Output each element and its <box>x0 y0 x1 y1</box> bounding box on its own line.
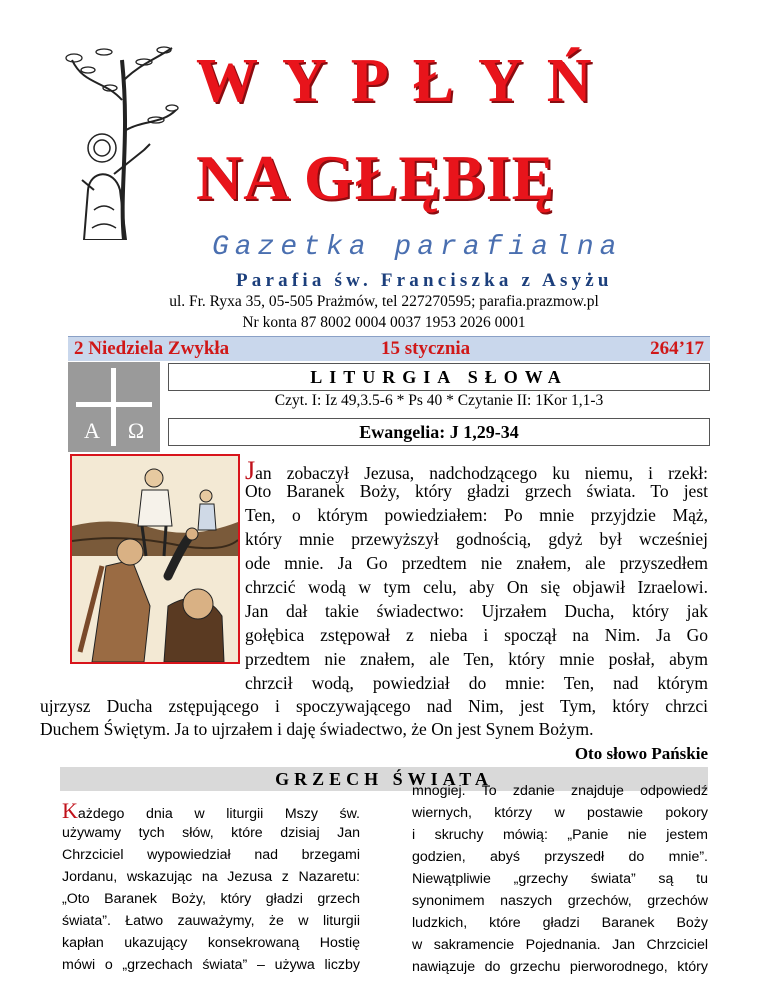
gospel-line-8: gołębica zstępował z nieba i spoczął na Nim. Ja Go <box>245 625 708 645</box>
issue-number: 264’17 <box>650 338 704 359</box>
st-francis-logo-illustration <box>44 40 184 240</box>
gospel-line-11: ujrzysz Ducha zstępującego i spoczywającego nad Nim, jest Tym, który chrzci <box>40 696 708 716</box>
bank-account: Nr konta 87 8002 0004 0037 1953 2026 0001 <box>242 314 526 331</box>
article-drop-cap: K <box>62 798 78 823</box>
parish-address: ul. Fr. Ryxa 35, 05-505 Prażmów, tel 227270595; parafia.prazmow.pl <box>169 293 599 310</box>
article-col2-line-1: mnogiej. To zdanie znajduje odpowiedź <box>412 783 708 799</box>
article-col1-line-6: świata”. Łatwo zauważymy, że w liturgii <box>62 913 360 929</box>
gospel-line-7: Jan dał takie świadectwo: Ujrzałem Ducha, który jak <box>245 601 708 621</box>
svg-text:Ω: Ω <box>127 418 145 443</box>
article-col1-line-5: „Oto Baranek Boży, który gładzi grzech <box>62 891 360 907</box>
article-col2-line-8: w sakramencie Pojednania. Jan Chrzciciel <box>412 937 708 953</box>
sunday-label: 2 Niedziela Zwykła <box>74 338 230 359</box>
liturgy-heading-box <box>168 363 710 391</box>
gospel-line-3: Ten, o którym powiedziałem: Po mnie przyjdzie Mąż, <box>245 505 708 525</box>
article-col1-line-7: kapłan ukazujący konsekrowaną Hostię <box>62 935 360 951</box>
readings-list: Czyt. I: Iz 49,3.5-6 * Ps 40 * Czytanie II: 1Kor 1,1-3 <box>274 392 604 409</box>
article-col2-line-9: nawiązuje do grzechu pierworodnego, który <box>412 959 708 975</box>
masthead-subtitle: Gazetka parafialna <box>212 232 623 263</box>
article-col1-line-2: używamy tych słów, które dzisiaj Jan <box>62 825 360 841</box>
issue-info-bar <box>68 336 710 361</box>
article-heading: GRZECH ŚWIATA <box>275 769 493 789</box>
article-col1-line-8: mówi o „grzechach świata” – używa liczby <box>62 957 360 973</box>
cross-alpha-omega-icon <box>68 362 160 452</box>
svg-text:A: A <box>84 418 100 443</box>
article-col2-line-7: ludzkich, które gładzi Baranek Boży <box>412 915 708 931</box>
gospel-illustration <box>70 454 240 664</box>
issue-date: 15 stycznia <box>381 338 471 359</box>
gospel-line-10: chrzcił wodą, powiedział do mnie: Ten, nad którym <box>245 673 708 693</box>
gospel-line-1: Jan zobaczył Jezusa, nadchodzącego ku niemu, i rzekł: <box>245 456 708 485</box>
masthead-title-line2: NA GŁĘBIĘ <box>196 142 556 213</box>
gospel-line-4: który mnie przewyższył godnością, gdyż był wcześniej <box>245 529 708 549</box>
parish-name: Parafia św. Franciszka z Asyżu <box>236 270 613 291</box>
gospel-heading-box <box>168 418 710 446</box>
gospel-line-9: przedtem nie znałem, ale Ten, który mnie posłał, abym <box>245 649 708 669</box>
gospel-line-5: ode mnie. Ja Go przedtem nie znałem, ale przyszedłem <box>245 553 708 573</box>
gospel-line-2: Oto Baranek Boży, który gładzi grzech świata. To jest <box>245 481 708 501</box>
article-col2-line-4: godzien, abyś przyszedł do mnie”. <box>412 849 708 865</box>
gospel-line-12: Duchem Świętym. Ja to ujrzałem i daję świadectwo, że On jest Synem Bożym. <box>40 719 594 739</box>
article-col1-line-4: Jordanu, wskazując na Jezusa z Nazaretu: <box>62 869 360 885</box>
liturgy-heading: LITURGIA SŁOWA <box>310 367 568 387</box>
article-col2-line-5: Niewątpliwie „grzechy świata” są tu <box>412 871 708 887</box>
gospel-heading: Ewangelia: J 1,29-34 <box>359 422 519 442</box>
article-col2-line-2: wiernych, którzy w postawie pokory <box>412 805 708 821</box>
gospel-line-6: chrzcić wodą w tym celu, aby On się objawił Izraelowi. <box>245 577 708 597</box>
gospel-closing: Oto słowo Pańskie <box>574 744 708 763</box>
article-col1-line-1: Każdego dnia w liturgii Mszy św. <box>62 798 360 823</box>
article-col1-line-3: Chrzciciel wypowiedział nad brzegami <box>62 847 360 863</box>
masthead-title-line1: WYPŁYŃ <box>196 47 616 115</box>
article-col2-line-3: i skruchy mówią: „Panie nie jestem <box>412 827 708 843</box>
article-col2-line-6: synonimem naszych grzechów, grzechów <box>412 893 708 909</box>
gospel-drop-cap: J <box>245 456 256 485</box>
